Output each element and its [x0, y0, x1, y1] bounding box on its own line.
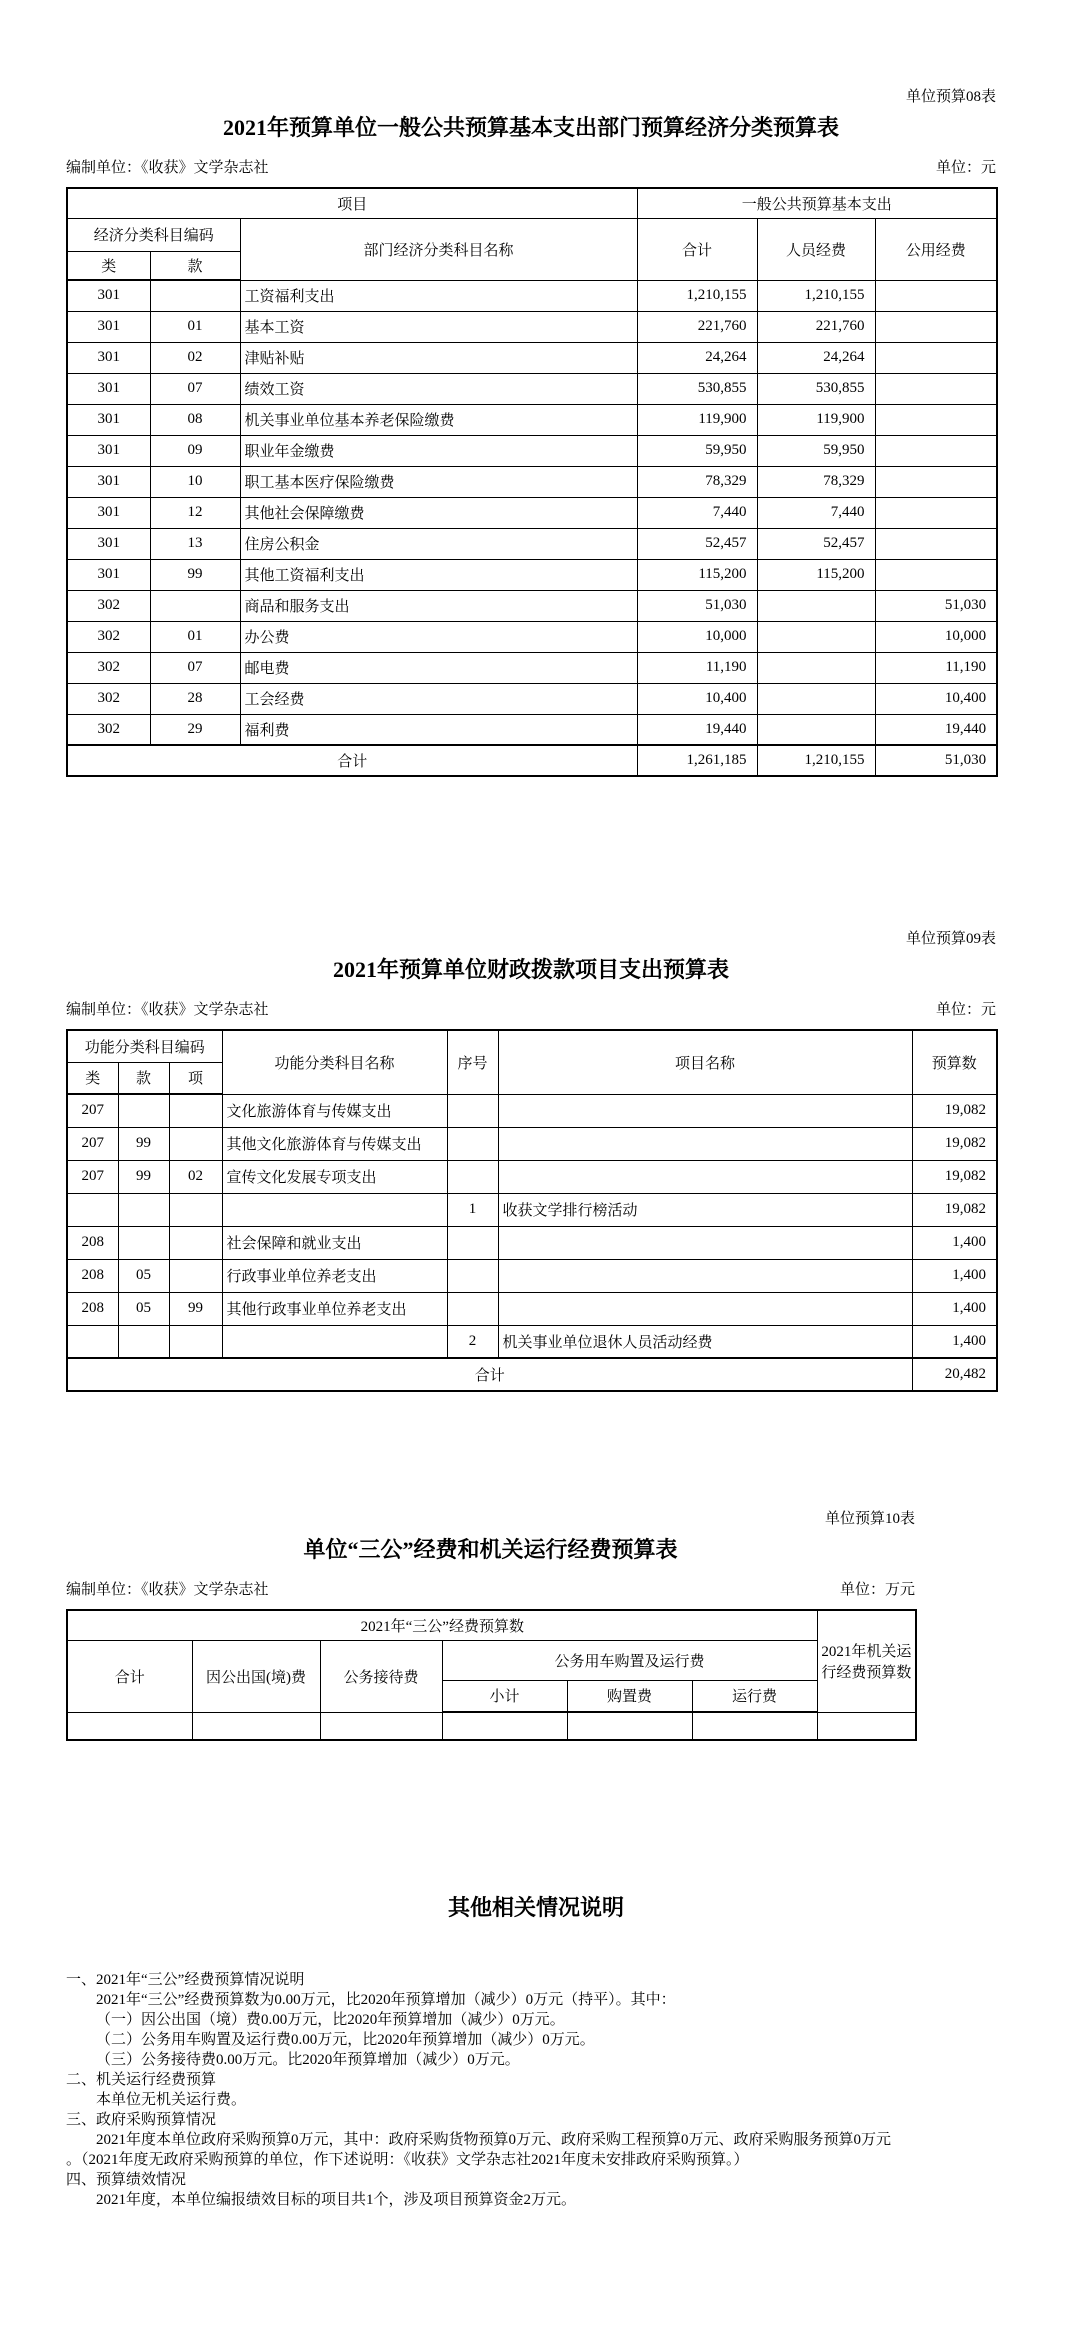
table-cell: 商品和服务支出: [240, 590, 637, 621]
table-cell: [567, 1712, 692, 1740]
table-row: [67, 1193, 997, 1226]
table-cell: [67, 1193, 118, 1226]
table-cell: 301: [67, 280, 150, 311]
table-cell: [447, 1292, 498, 1325]
header-operating-budget: 2021年机关运行经费预算数: [817, 1610, 916, 1712]
table-cell: 301: [67, 342, 150, 373]
table-cell: 99: [118, 1127, 169, 1160]
table-cell: [447, 1160, 498, 1193]
table-row: [67, 714, 997, 745]
table-row: [67, 1094, 997, 1127]
table-cell: 301: [67, 528, 150, 559]
header-three-public-budget: 2021年“三公”经费预算数: [67, 1610, 817, 1640]
table-cell: [169, 1193, 222, 1226]
table08-footer: [67, 745, 997, 776]
table-cell: 530,855: [637, 373, 757, 404]
table-cell: 工会经费: [240, 683, 637, 714]
table-cell: 绩效工资: [240, 373, 637, 404]
notes-line: 四、预算绩效情况: [66, 2172, 187, 2188]
table-row: [67, 342, 997, 373]
table-cell: 52,457: [757, 528, 875, 559]
table-cell: 机关事业单位退休人员活动经费: [498, 1325, 912, 1358]
header-purchase-fee: 购置费: [567, 1680, 692, 1712]
table-cell: [498, 1292, 912, 1325]
table-cell: [498, 1160, 912, 1193]
notes-line: 二、机关运行经费预算: [66, 2072, 217, 2088]
table-cell: 19,082: [912, 1127, 997, 1160]
table-cell: 收获文学排行榜活动: [498, 1193, 912, 1226]
table-cell: 13: [150, 528, 240, 559]
table-cell: 其他行政事业单位养老支出: [222, 1292, 447, 1325]
table-cell: [150, 590, 240, 621]
table-cell: [498, 1259, 912, 1292]
table-cell: 302: [67, 683, 150, 714]
table-row: [67, 404, 997, 435]
table-cell: 05: [118, 1259, 169, 1292]
table-cell: 207: [67, 1127, 118, 1160]
total-amount: 1,261,185: [637, 745, 757, 776]
table-cell: 1,400: [912, 1259, 997, 1292]
table-row: [67, 497, 997, 528]
header-economic-code: 经济分类科目编码: [67, 218, 240, 251]
table-cell: 工资福利支出: [240, 280, 637, 311]
table-cell: 208: [67, 1226, 118, 1259]
table-cell: 职工基本医疗保险缴费: [240, 466, 637, 497]
table-cell: 301: [67, 404, 150, 435]
table-cell: 邮电费: [240, 652, 637, 683]
sheet-number-08: 单位预算08表: [905, 89, 996, 105]
notes-line: （一）因公出国（境）费0.00万元，比2020年预算增加（减少）0万元。: [96, 2012, 565, 2028]
prepared-by: 编制单位：《收获》文学杂志社: [66, 1582, 269, 1598]
table-cell: 02: [150, 342, 240, 373]
table-cell: 2: [447, 1325, 498, 1358]
table-cell: [447, 1094, 498, 1127]
table09-footer: [67, 1358, 997, 1391]
total-public: 51,030: [875, 745, 997, 776]
table-cell: 10,400: [875, 683, 997, 714]
table09-section: [66, 927, 996, 1392]
table-cell: [875, 559, 997, 590]
table08-body: [67, 280, 997, 745]
table-row: [67, 559, 997, 590]
notes-line: 本单位无机关运行费。: [96, 2092, 247, 2108]
table08-section: [66, 85, 996, 777]
header-general-budget: 一般公共预算基本支出: [637, 188, 997, 218]
table-header: [67, 1610, 916, 1712]
table-cell: 19,082: [912, 1193, 997, 1226]
table-cell: 51,030: [637, 590, 757, 621]
table-cell: 301: [67, 311, 150, 342]
table-cell: [757, 714, 875, 745]
header-budget-amount: 预算数: [912, 1030, 997, 1094]
table08-meta: [66, 156, 996, 177]
table-cell: 基本工资: [240, 311, 637, 342]
header-function-code: 功能分类科目编码: [67, 1030, 222, 1062]
table-cell: [192, 1712, 320, 1740]
table-header: [67, 188, 997, 280]
table-cell: 其他社会保障缴费: [240, 497, 637, 528]
header-project-name: 项目名称: [498, 1030, 912, 1094]
table09-title: 2021年预算单位财政拨款项目支出预算表: [332, 957, 729, 982]
table-cell: [169, 1226, 222, 1259]
table-cell: 宣传文化发展专项支出: [222, 1160, 447, 1193]
table-cell: 机关事业单位基本养老保险缴费: [240, 404, 637, 435]
table-row: [67, 683, 997, 714]
table-cell: [692, 1712, 817, 1740]
table-cell: 59,950: [757, 435, 875, 466]
table-row: [67, 1160, 997, 1193]
table-row: [67, 1325, 997, 1358]
total-label: 合计: [67, 1358, 912, 1391]
table-row: [67, 1226, 997, 1259]
table-cell: 208: [67, 1292, 118, 1325]
table-row: [67, 590, 997, 621]
table-cell: [875, 497, 997, 528]
header-public-expense: 公用经费: [875, 218, 997, 280]
table-cell: 119,900: [637, 404, 757, 435]
table-cell: 文化旅游体育与传媒支出: [222, 1094, 447, 1127]
table-cell: [67, 1712, 192, 1740]
table-cell: [757, 683, 875, 714]
table-row: [67, 652, 997, 683]
table-cell: [817, 1712, 916, 1740]
table-row: [67, 435, 997, 466]
table-cell: 11,190: [875, 652, 997, 683]
notes-line: （二）公务用车购置及运行费0.00万元，比2020年预算增加（减少）0万元。: [96, 2032, 595, 2048]
table10-title: 单位“三公”经费和机关运行经费预算表: [303, 1537, 678, 1562]
table-cell: 02: [169, 1160, 222, 1193]
table10-meta: [66, 1578, 915, 1599]
table-cell: 1,400: [912, 1292, 997, 1325]
table-cell: 99: [169, 1292, 222, 1325]
table-cell: [875, 404, 997, 435]
table-cell: 302: [67, 590, 150, 621]
header-vehicle-expense: 公务用车购置及运行费: [442, 1640, 817, 1680]
total-row: [67, 1358, 997, 1391]
table-cell: [169, 1127, 222, 1160]
table-cell: 221,760: [637, 311, 757, 342]
table-cell: 09: [150, 435, 240, 466]
table-cell: 住房公积金: [240, 528, 637, 559]
table-cell: [118, 1325, 169, 1358]
notes-line: 一、2021年“三公”经费预算情况说明: [66, 1972, 305, 1988]
table-cell: 1,400: [912, 1226, 997, 1259]
table-cell: 99: [118, 1160, 169, 1193]
table-cell: [118, 1094, 169, 1127]
table-cell: [67, 1325, 118, 1358]
notes-line: 三、政府采购预算情况: [66, 2112, 217, 2128]
table-cell: [875, 280, 997, 311]
table-cell: 行政事业单位养老支出: [222, 1259, 447, 1292]
table-cell: [169, 1259, 222, 1292]
header-total: 合计: [67, 1640, 192, 1712]
table-cell: 29: [150, 714, 240, 745]
table-cell: 208: [67, 1259, 118, 1292]
table-cell: 01: [150, 311, 240, 342]
table-cell: [498, 1226, 912, 1259]
table-cell: 302: [67, 621, 150, 652]
table-cell: 11,190: [637, 652, 757, 683]
unit-label: 单位：万元: [839, 1582, 915, 1598]
table-cell: [447, 1259, 498, 1292]
table09-meta: [66, 998, 996, 1019]
table-cell: 52,457: [637, 528, 757, 559]
table-cell: 19,082: [912, 1094, 997, 1127]
header-personnel-expense: 人员经费: [757, 218, 875, 280]
table-cell: 28: [150, 683, 240, 714]
table-cell: 207: [67, 1160, 118, 1193]
table-cell: 24,264: [637, 342, 757, 373]
table-cell: 119,900: [757, 404, 875, 435]
table-cell: 1,400: [912, 1325, 997, 1358]
header-total: 合计: [637, 218, 757, 280]
table-cell: 51,030: [875, 590, 997, 621]
table-row: [67, 1259, 997, 1292]
total-label: 合计: [67, 745, 637, 776]
table-row: [67, 621, 997, 652]
notes-line: 2021年“三公”经费预算数为0.00万元，比2020年预算增加（减少）0万元（持平）。其中：: [96, 1992, 676, 2008]
table-cell: [118, 1193, 169, 1226]
header-section: 款: [150, 251, 240, 280]
prepared-by: 编制单位：《收获》文学杂志社: [66, 160, 269, 176]
table-cell: 301: [67, 373, 150, 404]
notes-line: （三）公务接待费0.00万元。比2020年预算增加（减少）0万元。: [96, 2052, 520, 2068]
table-cell: 05: [118, 1292, 169, 1325]
table-cell: [150, 280, 240, 311]
table-cell: [875, 435, 997, 466]
table-row: [67, 528, 997, 559]
table-cell: 办公费: [240, 621, 637, 652]
table-cell: 19,440: [637, 714, 757, 745]
table-cell: 其他文化旅游体育与传媒支出: [222, 1127, 447, 1160]
table-cell: 1,210,155: [637, 280, 757, 311]
table-cell: 津贴补贴: [240, 342, 637, 373]
table-cell: 1: [447, 1193, 498, 1226]
table-cell: 7,440: [757, 497, 875, 528]
table-cell: 19,440: [875, 714, 997, 745]
table-cell: 12: [150, 497, 240, 528]
table-row: [67, 1292, 997, 1325]
table-cell: 59,950: [637, 435, 757, 466]
economic-classification-table: [66, 187, 998, 777]
table-row: [67, 1127, 997, 1160]
table-cell: [875, 342, 997, 373]
sheet-number-10: 单位预算10表: [824, 1511, 915, 1527]
header-class: 类: [67, 251, 150, 280]
table-cell: [169, 1325, 222, 1358]
table-cell: 其他工资福利支出: [240, 559, 637, 590]
table-cell: [757, 652, 875, 683]
table-cell: 10: [150, 466, 240, 497]
table10-body: [67, 1712, 916, 1740]
table-cell: [875, 466, 997, 497]
table-cell: 24,264: [757, 342, 875, 373]
sheet-number-09: 单位预算09表: [905, 931, 996, 947]
table-cell: 221,760: [757, 311, 875, 342]
header-function-name: 功能分类科目名称: [222, 1030, 447, 1094]
table-cell: [118, 1226, 169, 1259]
table-cell: [757, 590, 875, 621]
notes-line: 2021年度本单位政府采购预算0万元，其中：政府采购货物预算0万元、政府采购工程预算0万元、政府采购服务预算0万元: [96, 2132, 892, 2148]
table-cell: [169, 1094, 222, 1127]
table-cell: 99: [150, 559, 240, 590]
notes-body: [66, 1970, 1072, 2210]
table08-title: 2021年预算单位一般公共预算基本支出部门预算经济分类预算表: [222, 115, 839, 140]
table-row: [67, 280, 997, 311]
header-seq: 序号: [447, 1030, 498, 1094]
table-cell: 301: [67, 435, 150, 466]
table09-body: [67, 1094, 997, 1358]
table-cell: 08: [150, 404, 240, 435]
header-reception-expense: 公务接待费: [320, 1640, 442, 1712]
table-cell: 301: [67, 466, 150, 497]
table-cell: 社会保障和就业支出: [222, 1226, 447, 1259]
table-cell: 1,210,155: [757, 280, 875, 311]
table-cell: 78,329: [637, 466, 757, 497]
notes-title: 其他相关情况说明: [447, 1895, 624, 1920]
unit-label: 单位：元: [935, 1002, 996, 1018]
table-cell: [498, 1094, 912, 1127]
table-cell: [447, 1127, 498, 1160]
table-cell: 10,400: [637, 683, 757, 714]
header-running-fee: 运行费: [692, 1680, 817, 1712]
table-cell: 115,200: [757, 559, 875, 590]
table-cell: [442, 1712, 567, 1740]
table-cell: [320, 1712, 442, 1740]
prepared-by: 编制单位：《收获》文学杂志社: [66, 1002, 269, 1018]
table-cell: 福利费: [240, 714, 637, 745]
header-subtotal: 小计: [442, 1680, 567, 1712]
table-row: [67, 1712, 916, 1740]
project-expenditure-table: [66, 1029, 998, 1392]
table-cell: [222, 1325, 447, 1358]
three-public-expenses-table: [66, 1609, 917, 1741]
table-cell: [498, 1127, 912, 1160]
table-cell: 207: [67, 1094, 118, 1127]
header-class: 类: [67, 1062, 118, 1094]
table-cell: [875, 311, 997, 342]
table-cell: 07: [150, 652, 240, 683]
table-cell: 19,082: [912, 1160, 997, 1193]
table-row: [67, 466, 997, 497]
table-cell: 301: [67, 497, 150, 528]
header-item: 项: [169, 1062, 222, 1094]
table-cell: 530,855: [757, 373, 875, 404]
header-abroad-expense: 因公出国(境)费: [192, 1640, 320, 1712]
table-cell: 01: [150, 621, 240, 652]
unit-label: 单位：元: [935, 160, 996, 176]
table-cell: 78,329: [757, 466, 875, 497]
table-cell: [875, 528, 997, 559]
header-subject-name: 部门经济分类科目名称: [240, 218, 637, 280]
table-cell: 302: [67, 652, 150, 683]
table-cell: 职业年金缴费: [240, 435, 637, 466]
table-row: [67, 311, 997, 342]
notes-section: [0, 1891, 1072, 2210]
table-cell: 7,440: [637, 497, 757, 528]
table-cell: [447, 1226, 498, 1259]
table-cell: 301: [67, 559, 150, 590]
notes-line: 。（2021年度无政府采购预算的单位，作下述说明：《收获》文学杂志社2021年度未安排政府采购预算。）: [66, 2152, 749, 2168]
table-cell: 115,200: [637, 559, 757, 590]
table-row: [67, 373, 997, 404]
table-cell: [875, 373, 997, 404]
header-section: 款: [118, 1062, 169, 1094]
total-personnel: 1,210,155: [757, 745, 875, 776]
table-cell: 10,000: [637, 621, 757, 652]
header-project: 项目: [67, 188, 637, 218]
notes-line: 2021年度，本单位编报绩效目标的项目共1个，涉及项目预算资金2万元。: [96, 2192, 577, 2208]
table-cell: [222, 1193, 447, 1226]
total-row: [67, 745, 997, 776]
total-budget: 20,482: [912, 1358, 997, 1391]
table-cell: 10,000: [875, 621, 997, 652]
table-cell: 302: [67, 714, 150, 745]
table-cell: 07: [150, 373, 240, 404]
table-cell: [757, 621, 875, 652]
table10-section: [66, 1507, 915, 1741]
table-header: [67, 1030, 997, 1094]
